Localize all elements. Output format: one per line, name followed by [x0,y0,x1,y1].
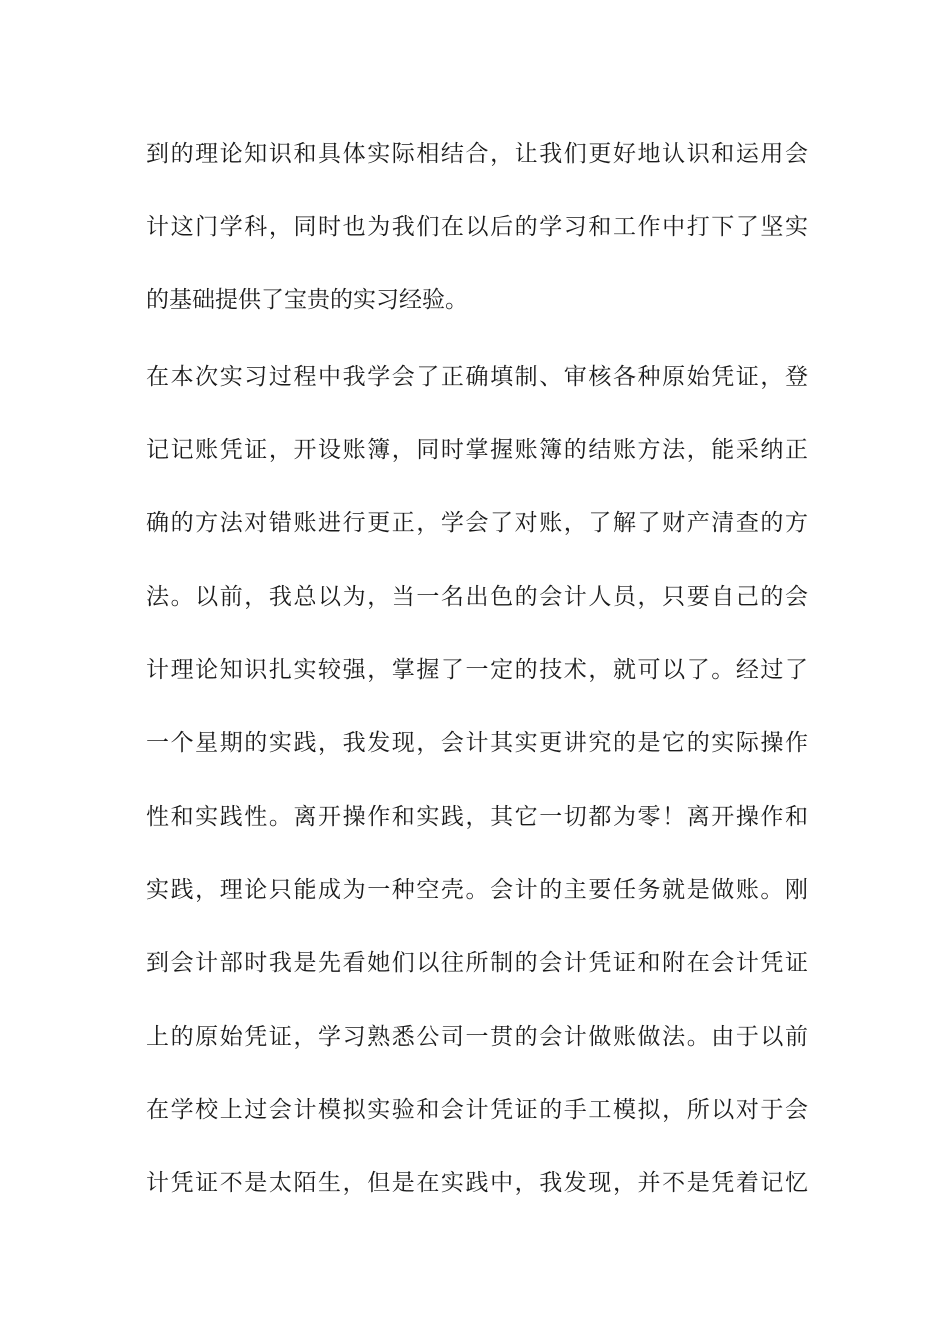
text-line: 性和实践性。离开操作和实践，其它一切都为零！离开操作和 [146,804,808,830]
text-line: 在本次实习过程中我学会了正确填制、审核各种原始凭证，登 [146,364,808,390]
text-line: 记记账凭证，开设账簿，同时掌握账簿的结账方法，能采纳正 [146,437,808,463]
text-line: 实践，理论只能成为一种空壳。会计的主要任务就是做账。刚 [146,877,808,903]
text-line: 法。以前，我总以为，当一名出色的会计人员，只要自己的会 [146,584,808,610]
text-line: 到的理论知识和具体实际相结合，让我们更好地认识和运用会 [146,141,808,167]
text-line: 到会计部时我是先看她们以往所制的会计凭证和附在会计凭证 [146,950,808,976]
text-line: 计理论知识扎实较强，掌握了一定的技术，就可以了。经过了 [146,657,808,683]
text-line: 在学校上过会计模拟实验和会计凭证的手工模拟，所以对于会 [146,1097,808,1123]
text-line: 的基础提供了宝贵的实习经验。 [146,287,468,313]
text-line: 确的方法对错账进行更正，学会了对账，了解了财产清查的方 [146,510,808,536]
text-line: 上的原始凭证，学习熟悉公司一贯的会计做账做法。由于以前 [146,1024,808,1050]
text-line: 计凭证不是太陌生，但是在实践中，我发现，并不是凭着记忆 [146,1170,808,1196]
text-line: 一个星期的实践，我发现，会计其实更讲究的是它的实际操作 [146,730,808,756]
text-line: 计这门学科，同时也为我们在以后的学习和工作中打下了坚实 [146,214,808,240]
